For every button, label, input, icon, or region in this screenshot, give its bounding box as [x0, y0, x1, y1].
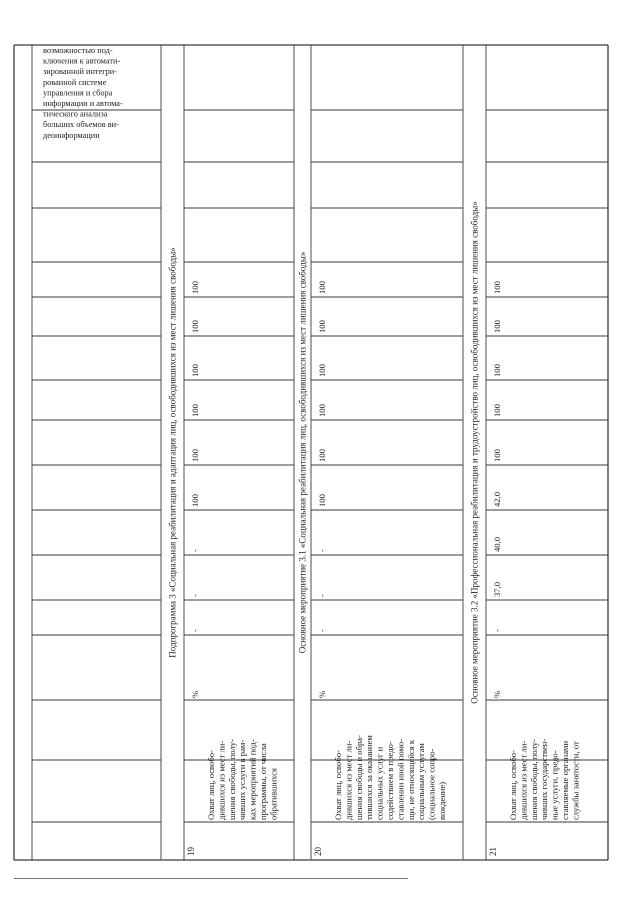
- indicator-line: службы занятости, от: [570, 741, 581, 820]
- section-heading: Подпрограмма 3 «Социальная реабилитация и адаптация лиц, освободившихся из мест лишения свободы»: [167, 247, 178, 658]
- indicator-line: дившихся из мест ли-: [343, 740, 354, 820]
- indicator-line: управления и сбора: [43, 88, 113, 98]
- value-cell: -: [190, 629, 200, 632]
- value-cell: 100: [492, 281, 502, 294]
- value-cell: 100: [190, 494, 200, 507]
- value-cell: 100: [190, 320, 200, 333]
- indicator-line: чивших государствен-: [539, 738, 550, 820]
- indicator-line: вождение): [437, 781, 447, 820]
- section-heading: Основное мероприятие 3.2 «Профессиональная реабилитация и трудоустройство лиц, освободившихся из мест лишения свободы»: [469, 201, 480, 704]
- indicator-line: ставлении иной помо-: [395, 738, 406, 820]
- indicator-line: дившихся из мест ли-: [518, 740, 529, 820]
- indicator-line: информации и автома-: [43, 99, 123, 108]
- indicator-line: (социальное сопро-: [426, 748, 437, 820]
- section-heading: Основное мероприятие 3.1 «Социальная реабилитация лиц, освободившихся из мест лишения свободы»: [297, 251, 308, 654]
- table-grid: [14, 45, 608, 860]
- table-content: [43, 46, 580, 856]
- value-cell: 40,0: [492, 536, 502, 552]
- indicator-line: ключения к автомати-: [43, 56, 121, 66]
- page-bottom-rule: [14, 878, 408, 879]
- indicator-line: возможностью под-: [43, 46, 113, 55]
- value-cell: 100: [190, 281, 200, 294]
- value-cell: 100: [317, 320, 327, 333]
- indicator-line: тического анализа: [43, 109, 108, 119]
- indicator-line: дившихся из мест ли-: [216, 740, 227, 820]
- value-cell: 100: [190, 364, 200, 377]
- value-cell: -: [317, 594, 327, 597]
- value-cell: 100: [317, 364, 327, 377]
- value-cell: 100: [317, 449, 327, 462]
- indicator-line: Охват лиц, освобо-: [333, 750, 343, 820]
- indicator-line: тившихся за оказанием: [364, 735, 375, 820]
- value-cell: 100: [317, 494, 327, 507]
- indicator-line: чивших услуги в рам-: [237, 739, 248, 820]
- value-cell: 100: [492, 404, 502, 417]
- indicator-line: зированной интегри-: [43, 67, 117, 77]
- unit-cell: %: [190, 690, 200, 698]
- value-cell: 100: [190, 449, 200, 462]
- indicator-line: содействием в предо-: [385, 741, 395, 820]
- value-cell: 100: [190, 404, 200, 417]
- indicator-line: шения свободы, полу-: [226, 739, 237, 820]
- row-number: 21: [488, 847, 498, 856]
- indicator-line: щи, не относящейся к: [405, 739, 416, 820]
- value-cell: 100: [492, 364, 502, 377]
- value-cell: 42,0: [492, 491, 502, 507]
- unit-cell: %: [317, 690, 327, 698]
- value-cell: -: [190, 594, 200, 597]
- value-cell: 100: [317, 281, 327, 294]
- indicator-line: шения свободы и обра-: [353, 735, 364, 820]
- indicator-line: Охват лиц, освобо-: [508, 750, 518, 820]
- indicator-line: рованной системе: [43, 77, 107, 87]
- unit-cell: %: [492, 690, 502, 698]
- value-cell: 100: [492, 449, 502, 462]
- value-cell: 37,0: [492, 581, 502, 597]
- indicator-line: программы, от числа: [258, 743, 268, 820]
- value-cell: -: [190, 549, 200, 552]
- value-cell: 100: [492, 320, 502, 333]
- value-cell: -: [492, 629, 502, 632]
- indicator-line: ные услуги, предо-: [549, 750, 560, 820]
- indicator-line: деоинформации: [43, 130, 100, 140]
- value-cell: 100: [317, 404, 327, 417]
- row-number: 20: [313, 847, 323, 856]
- indicator-line: ставляемые органами: [560, 740, 570, 820]
- indicator-line: шения свободы, полу-: [528, 739, 539, 820]
- indicator-line: ках мероприятий под-: [247, 739, 258, 820]
- value-cell: -: [317, 549, 327, 552]
- row-number: 19: [186, 847, 196, 856]
- indicator-line: обратившихся: [268, 767, 279, 820]
- indicator-line: Охват лиц, освобо-: [206, 750, 216, 820]
- value-cell: -: [317, 629, 327, 632]
- indicator-line: социальных услуг и: [374, 746, 385, 820]
- continuation-indicator-text: [43, 46, 123, 140]
- indicator-line: социальным услугам: [416, 743, 427, 820]
- indicator-line: больших объемов ви-: [43, 120, 119, 130]
